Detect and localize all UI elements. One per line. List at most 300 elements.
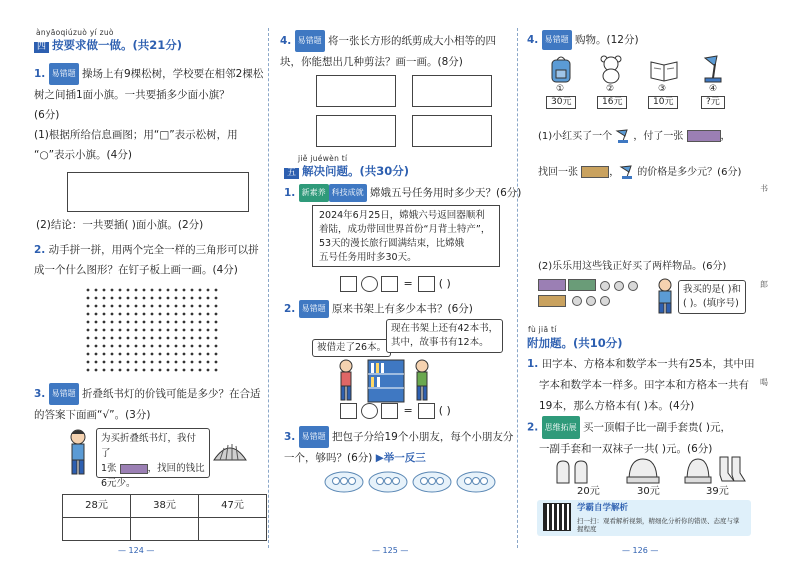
- peg-dot: [175, 361, 178, 364]
- question-text: 操场上有9棵松树，学校要在相邻2棵松: [81, 68, 264, 80]
- peg-dot: [111, 337, 114, 340]
- section-title: 解决问题。(共30分): [302, 164, 410, 178]
- tag-badge: 易错题: [299, 300, 329, 318]
- peg-dot: [191, 305, 194, 308]
- bun-icon: [341, 478, 348, 485]
- arrow-icon: ▶: [375, 452, 384, 464]
- speech-text-b: 1张: [101, 463, 117, 474]
- bonus-question-2: [527, 416, 763, 460]
- sub-text: 的价格是多少元？(6分): [637, 167, 742, 178]
- answer-square[interactable]: [381, 276, 398, 292]
- peg-dot: [119, 289, 122, 292]
- peg-dot: [159, 305, 162, 308]
- question-number: 2.: [34, 244, 46, 256]
- peg-dot: [159, 337, 162, 340]
- answer-square[interactable]: [340, 403, 357, 419]
- hat-icon: [683, 455, 713, 485]
- peg-dot: [167, 313, 170, 316]
- question-number: 3.: [34, 388, 46, 400]
- section-pinyin: ànyāoqiúzuò yí zuò: [36, 28, 114, 37]
- sub-question-1: [538, 128, 731, 146]
- peg-dot: [119, 345, 122, 348]
- peg-dot: [215, 297, 218, 300]
- bun-icon: [473, 478, 480, 485]
- question-text: 嫦娥五号任务用时多少天？(6分): [369, 187, 522, 199]
- question-text-2: 的答案下面画“√”。(3分): [34, 409, 151, 421]
- boy-illustration: [64, 428, 94, 478]
- peg-dot: [167, 345, 170, 348]
- question-text: 原来书架上有多少本书？(6分): [331, 303, 473, 315]
- item-index-3: ③: [658, 84, 667, 94]
- peg-dot: [183, 289, 186, 292]
- side-margin-char-1: 书: [760, 184, 768, 193]
- peg-dot: [159, 345, 162, 348]
- section-title: 按要求做一做。(共21分): [52, 38, 183, 52]
- equals-sign: =: [403, 404, 413, 417]
- answer-square[interactable]: [381, 403, 398, 419]
- question-points: (6分): [34, 109, 60, 121]
- peg-dot: [143, 369, 146, 372]
- bun-icon: [421, 478, 428, 485]
- peg-dot: [167, 369, 170, 372]
- peg-dot: [167, 297, 170, 300]
- peg-dot: [127, 329, 130, 332]
- speech-text-a: 为买折叠纸书灯，我付了: [101, 433, 197, 459]
- peg-dot: [111, 313, 114, 316]
- peg-dot: [111, 369, 114, 372]
- item-price-1: 30元: [546, 96, 576, 109]
- question-text: 折叠纸书灯的价钱可能是多少？在合适: [81, 388, 261, 400]
- peg-dot: [207, 321, 210, 324]
- sub-text: 找回一张: [538, 167, 578, 178]
- peg-dot: [151, 321, 154, 324]
- price-option: 47元: [199, 495, 267, 518]
- peg-dot: [143, 321, 146, 324]
- peg-dot: [87, 369, 90, 372]
- rectangle-drawing-4[interactable]: [412, 115, 492, 147]
- answer-square[interactable]: [418, 403, 435, 419]
- drawing-answer-box[interactable]: [67, 172, 249, 212]
- question-text-2: 一副手套和一双袜子一共( )元。(6分): [539, 443, 713, 455]
- page-number: — 125 —: [372, 546, 409, 555]
- peg-dot: [135, 361, 138, 364]
- peg-dot: [199, 353, 202, 356]
- hat-socks-price: 39元: [706, 486, 729, 497]
- peg-dot: [215, 329, 218, 332]
- peg-dot: [87, 361, 90, 364]
- peg-dot: [151, 345, 154, 348]
- tag-badge: 科技成就: [329, 184, 367, 202]
- peg-dot: [143, 313, 146, 316]
- peg-dot: [111, 361, 114, 364]
- hat-price: 30元: [637, 486, 660, 497]
- peg-dot: [183, 305, 186, 308]
- boy-illustration: [654, 278, 676, 314]
- speech-text-c: ，找回的钱比: [147, 463, 205, 474]
- rectangle-drawing-2[interactable]: [412, 75, 492, 107]
- desk-lamp-icon: [615, 129, 633, 143]
- peg-dot: [167, 361, 170, 364]
- rectangle-drawing-3[interactable]: [316, 115, 396, 147]
- question-number: 1.: [527, 358, 539, 370]
- bun-icon: [465, 478, 472, 485]
- equals-sign: =: [403, 277, 413, 290]
- peg-dot: [191, 353, 194, 356]
- question-text-2: 字本和数学本一样多。田字本和方格本一共有: [539, 379, 749, 391]
- peg-dot: [103, 329, 106, 332]
- peg-dot: [215, 369, 218, 372]
- banknote-icon: [687, 130, 721, 142]
- desk-lamp-icon: [701, 54, 727, 84]
- tag-badge: 易错题: [295, 30, 325, 52]
- peg-dot: [103, 337, 106, 340]
- item-index-1: ①: [556, 84, 565, 94]
- coin-icon: [586, 296, 596, 306]
- peg-dot: [151, 353, 154, 356]
- peg-dot: [159, 361, 162, 364]
- peg-dot: [127, 289, 130, 292]
- unit-blank: ( ): [438, 277, 451, 290]
- peg-dot: [175, 297, 178, 300]
- peg-dot: [135, 297, 138, 300]
- check-cell[interactable]: [199, 518, 267, 541]
- bun-icon: [429, 478, 436, 485]
- sub-question-1a: (1)根据所给信息画图；用“□”表示松树，用: [34, 129, 238, 141]
- peg-dot: [111, 353, 114, 356]
- bun-icon: [333, 478, 340, 485]
- speech-text-d: 6元少。: [101, 478, 136, 489]
- peg-dot: [151, 369, 154, 372]
- peg-dot: [199, 329, 202, 332]
- peg-dot: [183, 329, 186, 332]
- tag-badge: 思维拓展: [542, 416, 580, 439]
- peg-dot: [151, 297, 154, 300]
- check-cell[interactable]: [131, 518, 199, 541]
- peg-dot: [175, 353, 178, 356]
- sub-text: ，: [720, 131, 731, 142]
- question-text: 动手拼一拼，用两个完全一样的三角形可以拼: [48, 244, 259, 256]
- peg-dot: [151, 289, 154, 292]
- peg-dot: [151, 329, 154, 332]
- peg-dot: [103, 289, 106, 292]
- bun-icon: [385, 478, 392, 485]
- peg-dot: [103, 353, 106, 356]
- question-text: 买一顶帽子比一副手套贵( )元，: [582, 421, 732, 434]
- peg-dot: [191, 345, 194, 348]
- peg-dot: [207, 297, 210, 300]
- peg-dot: [159, 313, 162, 316]
- peg-dot: [95, 289, 98, 292]
- peg-dot: [119, 329, 122, 332]
- gloves-icon: [553, 457, 593, 485]
- peg-dot: [143, 353, 146, 356]
- sub-text: ，: [609, 167, 620, 178]
- peg-dot: [207, 329, 210, 332]
- peg-dot: [183, 345, 186, 348]
- peg-dot: [199, 321, 202, 324]
- peg-dot: [95, 361, 98, 364]
- peg-dot: [191, 289, 194, 292]
- problem-2: [284, 300, 473, 318]
- peg-dot: [175, 289, 178, 292]
- q3-speech-bubble: [96, 428, 210, 489]
- peg-dot: [183, 321, 186, 324]
- steamer-baskets: [324, 468, 504, 496]
- info-line: 五号任务用时多30天。: [319, 252, 417, 263]
- peg-dot: [95, 369, 98, 372]
- study-helper-banner[interactable]: [537, 500, 751, 536]
- peg-dot: [183, 369, 186, 372]
- peg-board[interactable]: [84, 286, 224, 376]
- bun-icon: [349, 478, 356, 485]
- operator-circle[interactable]: [361, 276, 378, 292]
- peg-dot: [167, 337, 170, 340]
- peg-dot: [199, 361, 202, 364]
- side-margin-char-3: 喝: [760, 378, 768, 387]
- peg-dot: [111, 329, 114, 332]
- peg-dot: [87, 353, 90, 356]
- unit-blank: ( ): [438, 404, 451, 417]
- peg-dot: [207, 289, 210, 292]
- answer-square[interactable]: [340, 276, 357, 292]
- sub-text: (1)小红买了一个: [538, 131, 613, 142]
- peg-dot: [215, 353, 218, 356]
- backpack-icon: [549, 54, 573, 84]
- banner-text: 扫一扫：观看解析视频，精细化分析你的错误、态度与掌握程度: [577, 517, 740, 533]
- folding-lamp-icon: [212, 440, 248, 464]
- peg-dot: [103, 345, 106, 348]
- peg-dot: [127, 321, 130, 324]
- peg-dot: [159, 321, 162, 324]
- peg-dot: [111, 345, 114, 348]
- section-number: 四: [34, 42, 49, 53]
- question-number: 1.: [34, 68, 46, 80]
- column-divider-1: [268, 28, 269, 548]
- peg-dot: [175, 329, 178, 332]
- peg-dot: [143, 361, 146, 364]
- peg-dot: [135, 313, 138, 316]
- peg-dot: [111, 297, 114, 300]
- coin-icon: [628, 281, 638, 291]
- info-line: 着陆，成功带回世界首份“月背土特产”，: [319, 224, 491, 235]
- peg-dot: [167, 329, 170, 332]
- operator-circle[interactable]: [361, 403, 378, 419]
- column-divider-2: [517, 28, 518, 548]
- check-cell[interactable]: [63, 518, 131, 541]
- peg-dot: [191, 329, 194, 332]
- peg-dot: [183, 353, 186, 356]
- peg-dot: [103, 369, 106, 372]
- peg-dot: [151, 361, 154, 364]
- peg-dot: [143, 345, 146, 348]
- peg-dot: [127, 305, 130, 308]
- peg-dot: [151, 313, 154, 316]
- item-price-2: 16元: [597, 96, 627, 109]
- price-option: 28元: [63, 495, 131, 518]
- peg-dot: [151, 337, 154, 340]
- desk-lamp-icon: [619, 165, 637, 179]
- problem-1: [284, 184, 521, 202]
- peg-dot: [111, 289, 114, 292]
- peg-dot: [127, 345, 130, 348]
- page-number: — 124 —: [118, 546, 155, 555]
- peg-dot: [151, 305, 154, 308]
- peg-dot: [175, 337, 178, 340]
- peg-dot: [119, 297, 122, 300]
- bun-icon: [437, 478, 444, 485]
- hat-icon: [625, 455, 661, 485]
- peg-dot: [95, 345, 98, 348]
- coin-icon: [600, 296, 610, 306]
- question-1: [34, 63, 266, 165]
- peg-dot: [127, 337, 130, 340]
- peg-dot: [199, 289, 202, 292]
- peg-dot: [175, 369, 178, 372]
- peg-dot: [199, 345, 202, 348]
- peg-dot: [111, 305, 114, 308]
- sub-question-1b: “○”表示小旗。(4分): [34, 149, 132, 161]
- speech-bubble-left: 被借走了26本。: [312, 339, 391, 357]
- item-price-3: 10元: [648, 96, 678, 109]
- peg-dot: [127, 369, 130, 372]
- peg-dot: [175, 313, 178, 316]
- info-box: [312, 205, 500, 267]
- equation-1[interactable]: [340, 276, 451, 292]
- peg-dot: [127, 313, 130, 316]
- peg-dot: [127, 297, 130, 300]
- item-index-4: ④: [709, 84, 718, 94]
- item-price-4: ?元: [701, 96, 725, 109]
- rectangle-drawing-1[interactable]: [316, 75, 396, 107]
- peg-dot: [143, 329, 146, 332]
- bonus-question-1: [527, 354, 763, 417]
- speech-line: ( )。(填序号): [683, 298, 739, 309]
- teddy-bear-icon: [598, 54, 624, 84]
- peg-dot: [215, 337, 218, 340]
- peg-dot: [215, 321, 218, 324]
- peg-dot: [191, 297, 194, 300]
- peg-dot: [135, 353, 138, 356]
- peg-dot: [95, 313, 98, 316]
- peg-dot: [207, 313, 210, 316]
- equation-2[interactable]: [340, 403, 451, 419]
- sub-text: ，付了一张: [633, 131, 684, 142]
- peg-dot: [119, 353, 122, 356]
- banknote-icon: [120, 464, 148, 474]
- peg-dot: [183, 337, 186, 340]
- peg-dot: [103, 313, 106, 316]
- question-number: 3.: [284, 431, 296, 443]
- peg-dot: [87, 321, 90, 324]
- sub-question-1-line2: [538, 164, 741, 182]
- peg-dot: [183, 297, 186, 300]
- related-practice-link[interactable]: 举一反三: [383, 452, 426, 464]
- answer-square[interactable]: [418, 276, 435, 292]
- peg-dot: [119, 321, 122, 324]
- peg-dot: [143, 305, 146, 308]
- peg-dot: [215, 361, 218, 364]
- peg-dot: [215, 345, 218, 348]
- peg-dot: [191, 313, 194, 316]
- peg-dot: [183, 313, 186, 316]
- peg-dot: [95, 305, 98, 308]
- coin-icon: [614, 281, 624, 291]
- peg-dot: [143, 337, 146, 340]
- peg-dot: [95, 353, 98, 356]
- coin-icon: [572, 296, 582, 306]
- peg-dot: [207, 305, 210, 308]
- peg-dot: [95, 337, 98, 340]
- question-text: 将一张长方形的纸剪成大小相等的四: [327, 35, 496, 47]
- peg-dot: [159, 289, 162, 292]
- peg-dot: [87, 289, 90, 292]
- question-3: [34, 383, 266, 425]
- peg-dot: [87, 329, 90, 332]
- bun-icon: [393, 478, 400, 485]
- tag-badge: 易错题: [49, 63, 79, 85]
- section-pinyin: jiě juéwèn tí: [298, 154, 348, 163]
- peg-dot: [119, 361, 122, 364]
- peg-dot: [215, 289, 218, 292]
- peg-dot: [199, 297, 202, 300]
- question-text-3: 19本，那么方格本有( )本。(4分): [539, 400, 695, 412]
- peg-dot: [119, 313, 122, 316]
- price-table: [62, 494, 267, 541]
- qr-code-icon[interactable]: [543, 503, 571, 531]
- question-text-2: 树之间插1面小旗。一共要插多少面小旗？: [34, 89, 230, 101]
- section-heading: [284, 164, 409, 179]
- peg-dot: [95, 321, 98, 324]
- peg-dot: [175, 345, 178, 348]
- peg-dot: [135, 321, 138, 324]
- peg-dot: [215, 313, 218, 316]
- book-icon: [649, 58, 679, 82]
- peg-dot: [175, 305, 178, 308]
- peg-dot: [119, 337, 122, 340]
- peg-dot: [135, 305, 138, 308]
- peg-dot: [191, 337, 194, 340]
- peg-dot: [103, 305, 106, 308]
- peg-dot: [207, 369, 210, 372]
- peg-dot: [87, 305, 90, 308]
- speech-line: 我买的是( )和: [683, 284, 741, 295]
- sub-question-2: (2)结论：一共要插( )面小旗。(2分): [36, 219, 204, 231]
- peg-dot: [167, 305, 170, 308]
- question-4-cut: [280, 30, 512, 72]
- page-number: — 126 —: [622, 546, 659, 555]
- page-number-value: 126: [632, 546, 648, 555]
- speech-line: 现在书架上还有42本书，: [391, 323, 499, 334]
- section-heading: [34, 38, 182, 53]
- peg-dot: [207, 353, 210, 356]
- peg-dot: [135, 289, 138, 292]
- question-2: [34, 240, 266, 280]
- peg-dot: [207, 361, 210, 364]
- peg-dot: [159, 369, 162, 372]
- info-line: 53天的漫长旅行圆满结束，比嫦娥: [319, 238, 465, 249]
- peg-dot: [207, 345, 210, 348]
- peg-dot: [143, 289, 146, 292]
- tag-badge: 易错题: [299, 426, 329, 448]
- item-index-2: ②: [606, 84, 615, 94]
- question-text-2: 一个，够吗？(6分): [284, 452, 373, 464]
- question-text-2: 块，你能想出几种剪法？画一画。(8分): [280, 56, 463, 68]
- banknote-icon: [581, 166, 609, 178]
- peg-dot: [103, 361, 106, 364]
- peg-dot: [159, 297, 162, 300]
- peg-dot: [167, 289, 170, 292]
- peg-dot: [127, 361, 130, 364]
